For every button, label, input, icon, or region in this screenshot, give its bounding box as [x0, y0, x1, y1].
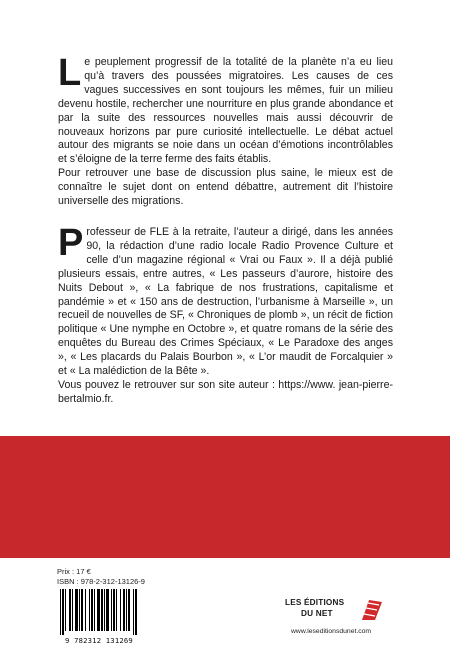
price-isbn-block — [57, 567, 145, 586]
isbn-barcode — [58, 589, 140, 641]
barcode-bar — [65, 589, 66, 631]
book-summary — [58, 52, 393, 209]
barcode-bar — [116, 589, 117, 631]
barcode-bar — [120, 589, 121, 631]
summary-text-1: e peuplement progressif de la totalité de la planète n’a eu lieu qu’à travers des poussées migratoires. Les causes de ces vagues successives en sont toujours les mêmes, fuir un milieu devenu hostile, rechercher une nourriture en plus grande abondance et par la suite des ressources nouvelles mais aussi découvrir de nouveaux horizons par pure curiosité intellectuelle. Le débat actuel autour des migrants se noie dans un océan d’émotions incontrôlables et s’éloigne de la terre ferme des faits établis. — [58, 56, 393, 166]
barcode-bar — [91, 589, 93, 631]
barcode-bar — [104, 589, 105, 631]
author-paragraph-1 — [58, 222, 393, 379]
summary-paragraph-2: Pour retrouver une base de discussion plus saine, le mieux est de connaître le sujet dont on entend débattre, autrement dit l’histoire universelle des migrations. — [58, 167, 393, 208]
red-band — [0, 436, 450, 558]
barcode-bar — [123, 589, 125, 631]
publisher-logo — [285, 596, 395, 626]
barcode-bar — [97, 589, 100, 631]
barcode-bar — [62, 589, 64, 635]
barcode-bar — [133, 589, 134, 635]
barcode-bar — [81, 589, 83, 631]
author-dropcap: P — [58, 222, 84, 264]
summary-dropcap: L — [58, 52, 82, 94]
barcode-bar — [72, 589, 73, 631]
barcode-bars — [58, 589, 140, 635]
barcode-bar — [111, 589, 112, 631]
author-text-1: rofesseur de FLE à la retraite, l’auteur a dirigé, dans les années 90, la rédaction d’une radio locale Radio Provence Culture et celle d’un magazine régional « Vrai ou Faux ». Il a déjà publié plusieurs essais, entre autres, « Les passeurs d’aurore, histoire des Nuits Debout », « La fabrique de nos frustrations, capitalisme et pandémie » et « 150 ans de destruction, l’urbanisme à Marseille », un recueil de nouvelles de SF, « Chroniques de plomb », un récit de fiction politique « Une nymphe en Octobre », et quatre romans de la série des enquêtes du Bureau des Crimes Spéciaux, « Le Paradoxe des anges », « Les placards du Palais Bourbon », « L’or maudit de Forcalquier » et « La malédiction de la Bête ». — [58, 226, 393, 378]
author-paragraph-2: Vous pouvez le retrouver sur son site auteur : https://www. jean-pierre-bertalmio.fr. — [58, 378, 393, 405]
publisher-name-line1: LES ÉDITIONS — [285, 598, 345, 607]
author-bio — [58, 222, 393, 407]
barcode-bar — [101, 589, 103, 631]
barcode-bar — [113, 589, 115, 631]
publisher-flag-icon — [359, 596, 385, 622]
barcode-bar — [69, 589, 71, 631]
barcode-bar — [75, 589, 78, 631]
publisher-website: www.leseditionsdunet.com — [291, 628, 372, 635]
barcode-bar — [106, 589, 109, 631]
isbn-label: ISBN : 978-2-312-13126-9 — [57, 576, 145, 586]
barcode-bar — [94, 589, 95, 631]
price-label: Prix : 17 € — [57, 567, 91, 576]
barcode-digits: 9 782312 131269 — [65, 636, 133, 645]
barcode-bar — [60, 589, 61, 635]
publisher-name-line2: DU NET — [301, 609, 333, 618]
barcode-bar — [135, 589, 137, 635]
barcode-bar — [128, 589, 130, 631]
barcode-bar — [79, 589, 80, 631]
barcode-bar — [85, 589, 86, 631]
barcode-bar — [126, 589, 127, 631]
summary-paragraph-1 — [58, 52, 393, 167]
barcode-bar — [89, 589, 90, 631]
